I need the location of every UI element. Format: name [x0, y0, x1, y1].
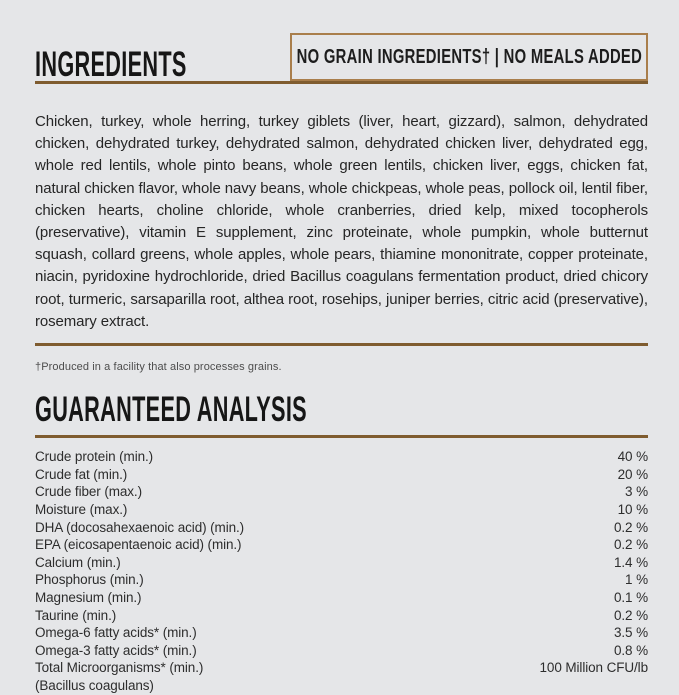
analysis-row-value: 40 % — [617, 449, 648, 465]
analysis-row — [35, 607, 648, 625]
analysis-row-label: Phosphorus (min.) — [35, 572, 144, 588]
analysis-row-label: Omega-3 fatty acids* (min.) — [35, 642, 197, 658]
analysis-row-label: Taurine (min.) — [35, 607, 117, 623]
analysis-row-value: 10 % — [617, 502, 648, 517]
analysis-row — [35, 483, 648, 501]
analysis-row-value: 1 % — [625, 572, 648, 588]
analysis-row — [35, 536, 648, 554]
analysis-row — [35, 448, 648, 466]
analysis-row — [35, 624, 648, 642]
ingredients-list-text: Chicken, turkey, whole herring, turkey giblets (liver, heart, gizzard), salmon, dehydrated chicken, dehydrated turkey, dehydrated salmon, dehydrated chicken liver, dehydrated egg, whole red lentils, whole pinto beans, whole green lentils, chicken liver, eggs, chicken fat, natural chicken flavor, whole navy beans, whole chickpeas, whole peas, pollock oil, lentil fiber, chicken hearts, choline chloride, whole cranberries, dried kelp, mixed tocopherols (preservative), vitamin E supplement, zinc proteinate, whole pumpkin, whole butternut squash, collard greens, whole apples, whole pears, thiamine mononitrate, copper proteinate, niacin, pyridoxine hydrochloride, dried Bacillus coagulans fermentation product, dried chicory root, turmeric, sarsaparilla root, althea root, rosehips, juniper berries, citric acid (preservative), rosemary extract. — [35, 99, 648, 346]
no-grain-badge-label: NO GRAIN INGREDIENTS† | NO MEALS ADDED — [296, 45, 642, 68]
analysis-row-value: 1.4 % — [613, 554, 648, 570]
analysis-row-label: Magnesium (min.) — [35, 589, 142, 605]
analysis-row-label: Crude fiber (max.) — [35, 484, 142, 500]
analysis-row — [35, 466, 648, 484]
analysis-row-label: EPA (eicosapentaenoic acid) (min.) — [35, 537, 242, 553]
guaranteed-analysis-title: GUARANTEED ANALYSIS — [35, 390, 307, 430]
analysis-row — [35, 659, 648, 677]
analysis-row — [35, 589, 648, 607]
analysis-row — [35, 677, 648, 695]
ingredients-header — [35, 33, 648, 84]
analysis-row-label: Total Microorganisms* (min.) — [35, 660, 204, 676]
analysis-row-label: Omega-6 fatty acids* (min.) — [35, 625, 197, 641]
no-grain-badge — [290, 33, 648, 81]
analysis-row-value: 0.2 % — [613, 537, 648, 553]
analysis-row-label: DHA (docosahexaenoic acid) (min.) — [35, 519, 245, 535]
guaranteed-analysis-header — [35, 390, 648, 438]
analysis-row-label: (Bacillus coagulans) — [35, 677, 154, 693]
analysis-row-value: 20 % — [617, 466, 648, 482]
analysis-row-value: 0.2 % — [613, 519, 648, 535]
analysis-row-value: 100 Million CFU/lb — [539, 660, 648, 676]
analysis-row-label: Crude protein (min.) — [35, 449, 154, 465]
analysis-row-value: 3 % — [625, 484, 648, 500]
analysis-table — [35, 448, 648, 694]
grain-facility-footnote: †Produced in a facility that also processes grains. — [35, 361, 282, 374]
analysis-row — [35, 642, 648, 660]
analysis-row-value: 3.5 % — [613, 625, 648, 641]
ingredients-title: INGREDIENTS — [35, 44, 187, 84]
analysis-row-label: Crude fat (min.) — [35, 466, 128, 482]
analysis-row-value: 0.1 % — [613, 589, 648, 605]
analysis-row — [35, 554, 648, 572]
analysis-row — [35, 519, 648, 537]
analysis-row — [35, 501, 648, 519]
analysis-row-label: Moisture (max.) — [35, 502, 128, 517]
analysis-row-value: 0.2 % — [613, 607, 648, 623]
analysis-row-label: Calcium (min.) — [35, 554, 121, 570]
analysis-row-value: 0.8 % — [613, 642, 648, 658]
analysis-row — [35, 571, 648, 589]
